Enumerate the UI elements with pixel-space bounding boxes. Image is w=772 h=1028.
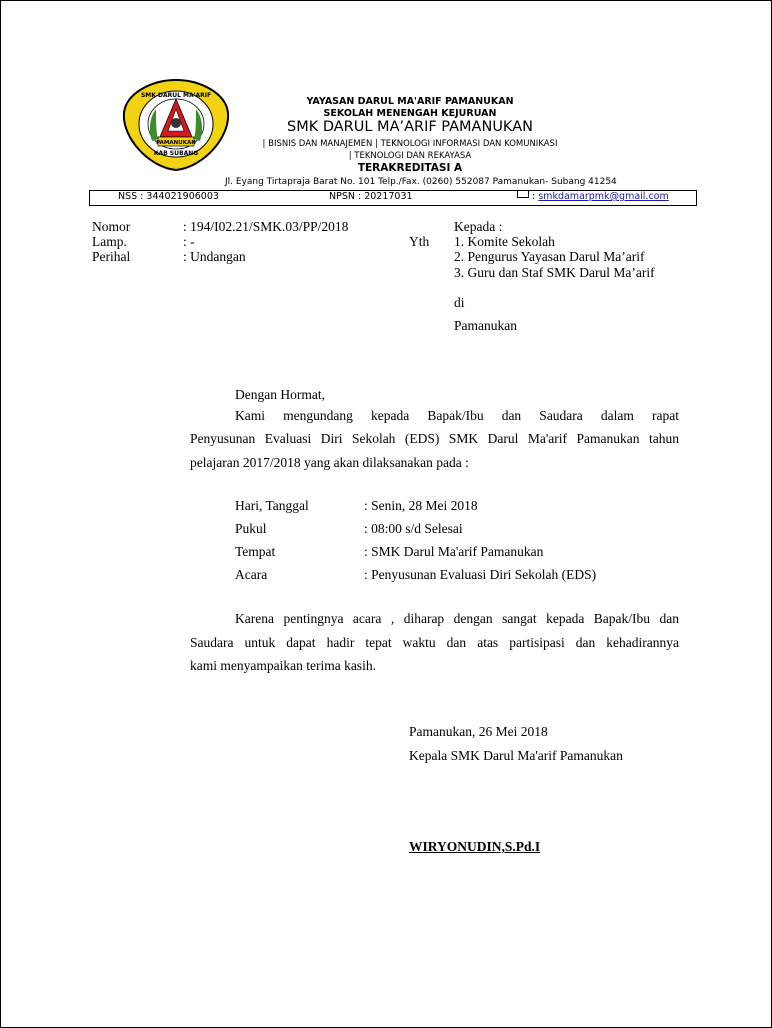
perihal-value: : Undangan [183, 249, 246, 264]
yth: Yth [409, 234, 430, 249]
detail-label: Pukul [235, 521, 267, 536]
logo-ribbon-text: PAMANUKAN [156, 140, 196, 146]
detail-label: Acara [235, 567, 268, 582]
foundation-name: YAYASAN DARUL MA'ARIF PAMANUKAN [306, 96, 514, 107]
recipient-item: 2. Pengurus Yayasan Darul Ma’arif [454, 249, 645, 264]
recipients-place: Pamanukan [454, 318, 517, 333]
paragraph-2-line-1: Karena pentingnya acara , diharap dengan sangat kepada Bapak/Ibu dan [235, 611, 679, 626]
signature-place-date: Pamanukan, 26 Mei 2018 [409, 724, 548, 739]
logo-top-text: SMK DARUL MA'ARIF [140, 92, 212, 99]
lamp-value: : - [183, 234, 195, 249]
email-prefix: : [532, 191, 536, 202]
npsn: NPSN : 20217031 [329, 191, 413, 202]
recipient-item: 3. Guru dan Staf SMK Darul Ma’arif [454, 265, 655, 280]
email-row [517, 191, 669, 202]
greeting: Dengan Hormat, [235, 387, 325, 402]
signature-position: Kepala SMK Darul Ma'arif Pamanukan [409, 748, 623, 763]
school-address: Jl. Eyang Tirtapraja Barat No. 101 Telp./Fax. (0260) 552087 Pamanukan- Subang 41254 [225, 177, 617, 187]
nss: NSS : 344021906003 [118, 191, 219, 202]
paragraph-2-line-3: kami menyampaikan terima kasih. [190, 658, 376, 673]
envelope-icon [517, 190, 529, 198]
departments-line-2: | TEKNOLOGI DAN REKAYASA [348, 151, 472, 161]
lamp-label: Lamp. [92, 234, 127, 249]
logo-bottom-text: KAB SUBANG [153, 150, 199, 157]
perihal-label: Perihal [92, 249, 131, 264]
accreditation: TERAKREDITASI A [357, 162, 463, 174]
paragraph-1-line-2: Penyusunan Evaluasi Diri Sekolah (EDS) SMK Darul Ma'arif Pamanukan tahun [190, 431, 679, 446]
email-link[interactable]: smkdamarpmk@gmail.com [538, 191, 669, 202]
nomor-label: Nomor [92, 219, 131, 234]
paragraph-1-line-3: pelajaran 2017/2018 yang akan dilaksanakan pada : [190, 455, 469, 470]
paragraph-2-line-2: Saudara untuk dapat hadir tepat waktu dan atas partisipasi dan kehadirannya [190, 635, 679, 650]
school-type: SEKOLAH MENENGAH KEJURUAN [323, 108, 497, 119]
school-name: SMK DARUL MA’ARIF PAMANUKAN [287, 119, 533, 135]
signatory-name: WIRYONUDIN,S.Pd.I [409, 839, 541, 854]
nomor-value: : 194/I02.21/SMK.03/PP/2018 [183, 219, 349, 234]
paragraph-1-line-1: Kami mengundang kepada Bapak/Ibu dan Saudara dalam rapat [235, 408, 679, 423]
identity-bar [89, 190, 697, 206]
recipients-di: di [454, 295, 465, 310]
detail-label: Hari, Tanggal [235, 498, 309, 513]
recipients-heading: Kepada : [454, 219, 503, 234]
detail-value: : SMK Darul Ma'arif Pamanukan [364, 544, 544, 559]
recipient-item: 1. Komite Sekolah [454, 234, 555, 249]
detail-label: Tempat [235, 544, 276, 559]
detail-value: : Senin, 28 Mei 2018 [364, 498, 478, 513]
detail-value: : 08:00 s/d Selesai [364, 521, 463, 536]
detail-value: : Penyusunan Evaluasi Diri Sekolah (EDS) [364, 567, 597, 582]
school-logo [122, 79, 230, 171]
departments-line-1: | BISNIS DAN MANAJEMEN | TEKNOLOGI INFORMASI DAN KOMUNIKASI [262, 139, 558, 149]
